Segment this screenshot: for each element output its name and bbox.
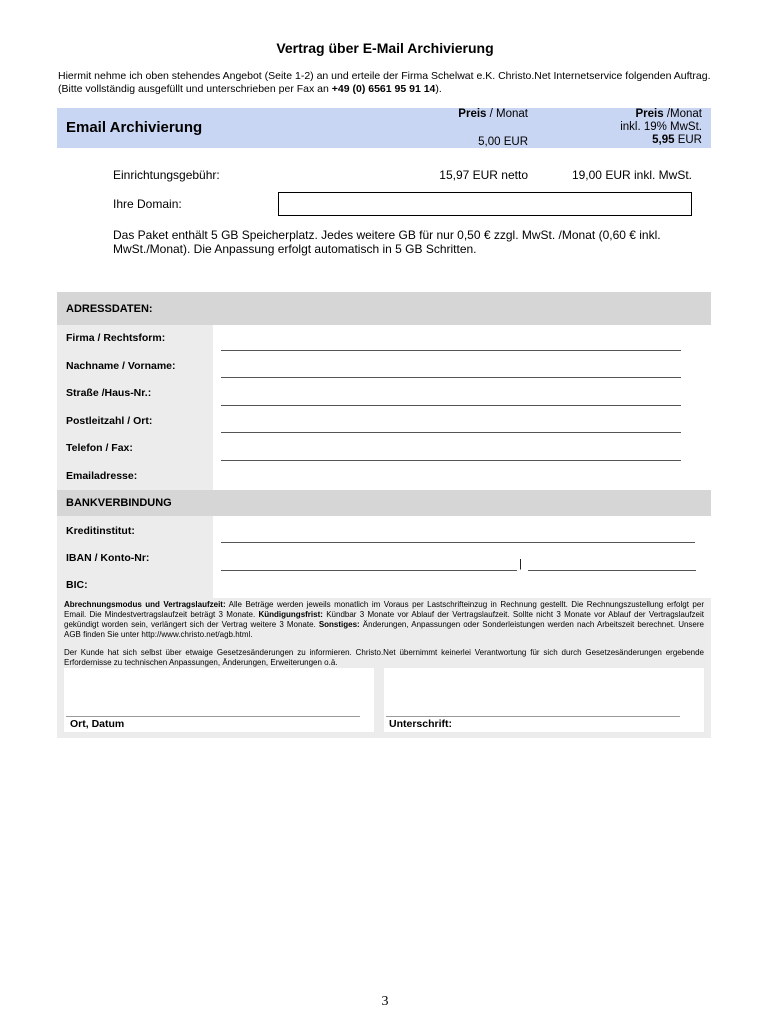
bank-name-field[interactable] — [221, 542, 695, 543]
bank-name-label: Kreditinstitut: — [66, 525, 135, 537]
bank-heading: BANKVERBINDUNG — [57, 490, 711, 516]
address-heading: ADRESSDATEN: — [57, 292, 711, 325]
signature-label: Unterschrift: — [389, 718, 453, 730]
bic-label: BIC: — [66, 579, 88, 591]
agb-link[interactable]: http://www.christo.net/agb.html — [141, 630, 251, 639]
intro-text: Hiermit nehme ich oben stehendes Angebot (Seite 1-2) an und erteile der Firma Schelwat e.K. Christo.Net Internetservice folgenden Auftrag. (Bitte vollständig ausgefüllt und unterschrieben per Fax an +49 (0) 6561 95 91 14). — [58, 70, 711, 95]
document-title: Vertrag über E-Mail Archivierung — [276, 40, 494, 56]
setup-fee-gross: 19,00 EUR inkl. MwSt. — [571, 168, 692, 182]
phone-fax-label: Telefon / Fax: — [66, 442, 133, 454]
address-label-column — [57, 325, 213, 490]
price-net-value: 5,00 EUR — [478, 136, 528, 148]
email-label: Emailadresse: — [66, 470, 138, 482]
package-info: Das Paket enthält 5 GB Speicherplatz. Jedes weitere GB für nur 0,50 € zzgl. MwSt. /Monat (0,60 € inkl. MwSt./Monat). Die Anpassung erfolgt automatisch in 5 GB Schritten. — [113, 228, 661, 256]
zip-city-field[interactable] — [221, 432, 681, 433]
iban-separator: | — [519, 558, 522, 570]
price-gross-value: 5,95 EUR — [652, 134, 702, 146]
terms-billing: Abrechnungsmodus und Vertragslaufzeit: Alle Beträge werden jeweils monatlich im Voraus per Lastschrifteinzug in Rechnung gestellt. Die Rechnungszustellung erfolgt per Email. Die Mindestvertragslaufzeit beträgt 3 Monate. Kündigungsfrist: Kündbar 3 Monate vor Ablauf der Vertragslaufzeit. Sollte nicht 3 Monate vor Ablauf der Vertragslaufzeit gekündigt worden sein, verlängert sich der Vertrag weitere 3 Monate. Sonstiges: Änderungen, Anpassungen oder Sonderleistungen werden nach Arbeitszeit berechnet. Unsere AGB finden Sie unter http://www.christo.net/agb.html. — [64, 600, 704, 639]
street-field[interactable] — [221, 405, 681, 406]
company-label: Firma / Rechtsform: — [66, 332, 166, 344]
name-label: Nachname / Vorname: — [66, 360, 176, 372]
place-date-label: Ort, Datum — [70, 718, 125, 730]
price-gross-header: Preis /Monat inkl. 19% MwSt. 5,95 EUR — [560, 108, 702, 147]
bic-field[interactable] — [528, 570, 696, 571]
product-name: Email Archivierung — [66, 119, 203, 136]
fax-number: +49 (0) 6561 95 91 14 — [331, 83, 436, 95]
iban-label: IBAN / Konto-Nr: — [66, 552, 150, 564]
domain-label: Ihre Domain: — [113, 197, 182, 211]
place-date-line — [66, 716, 360, 717]
street-label: Straße /Haus-Nr.: — [66, 387, 152, 399]
setup-fee-label: Einrichtungsgebühr: — [113, 168, 220, 182]
price-net-header: Preis / Monat — [458, 108, 528, 120]
company-field[interactable] — [221, 350, 681, 351]
signature-line — [386, 716, 680, 717]
phone-fax-field[interactable] — [221, 460, 681, 461]
terms-legal: Der Kunde hat sich selbst über etwaige Gesetzesänderungen zu informieren. Christo.Net übernimmt keinerlei Verantwortung für sich durch Gesetzesänderungen ergebende Erfordernisse zu technischen Anpassungen, Änderungen, Erweiterungen o.ä. — [64, 648, 704, 667]
page-number: 3 — [381, 994, 389, 1009]
name-field[interactable] — [221, 377, 681, 378]
setup-fee-net: 15,97 EUR netto — [439, 168, 528, 182]
zip-city-label: Postleitzahl / Ort: — [66, 415, 153, 427]
domain-input[interactable] — [278, 192, 692, 216]
iban-field[interactable] — [221, 570, 517, 571]
